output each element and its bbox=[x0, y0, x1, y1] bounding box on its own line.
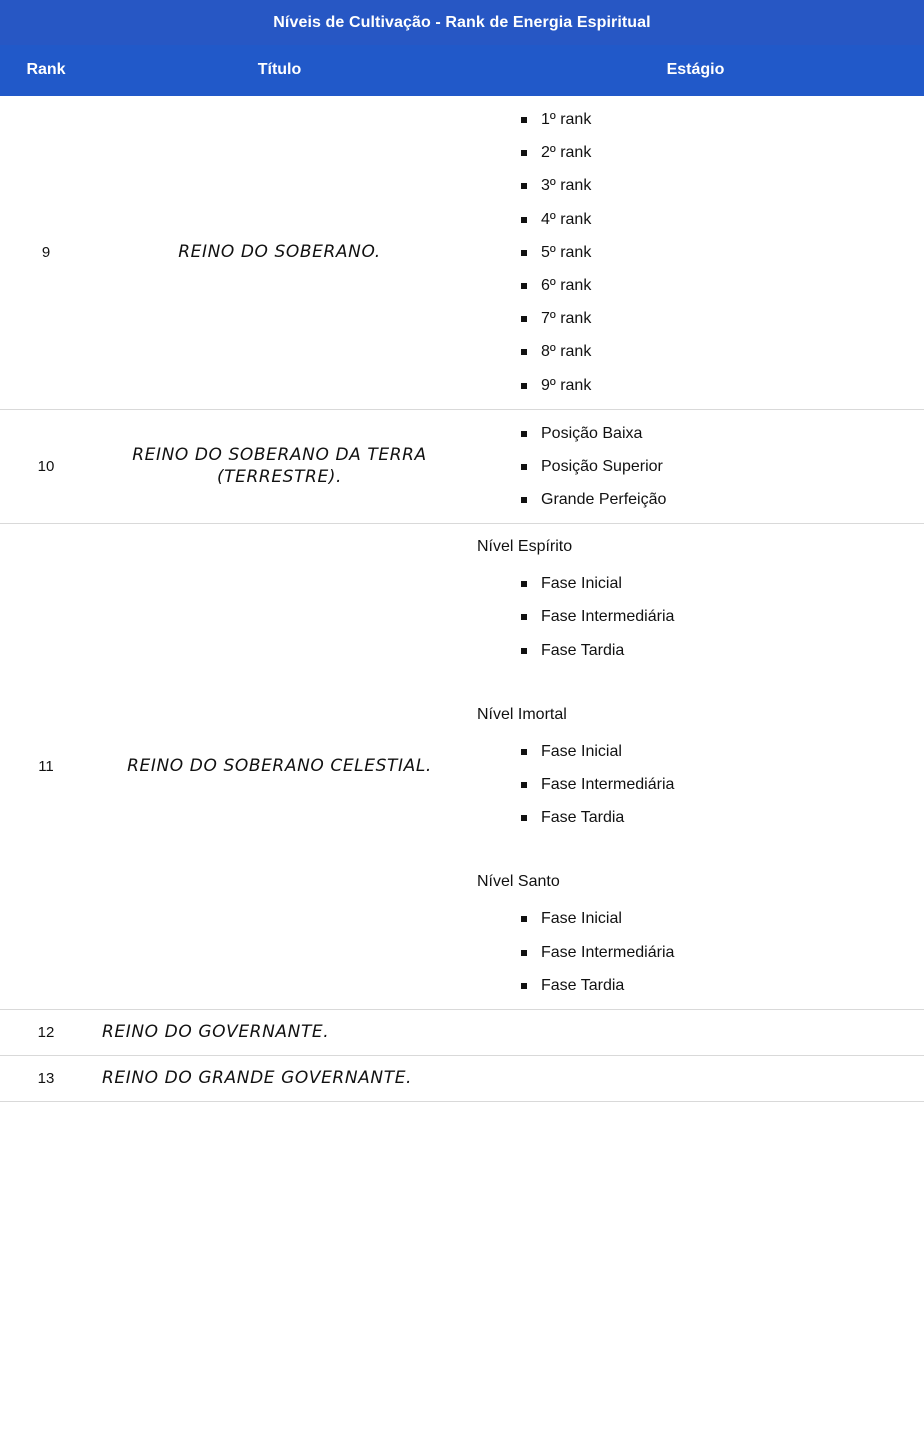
row-titulo: REINO DO GOVERNANTE. bbox=[102, 1021, 330, 1042]
table-header-row bbox=[0, 45, 924, 96]
row-estagio bbox=[467, 1010, 924, 1055]
stage-item: Grande Perfeição bbox=[521, 490, 916, 509]
stage-item: Posição Superior bbox=[521, 457, 916, 476]
stage-item: Fase Inicial bbox=[521, 574, 916, 593]
row-estagio bbox=[467, 1056, 924, 1101]
column-header-estagio: Estágio bbox=[666, 61, 725, 78]
row-rank: 13 bbox=[37, 1069, 55, 1087]
stage-group bbox=[475, 706, 916, 828]
stage-group-label: Nível Espírito bbox=[477, 538, 573, 556]
table-row bbox=[0, 96, 924, 410]
stage-item: 3º rank bbox=[521, 176, 916, 195]
stage-list bbox=[475, 909, 916, 995]
stage-item: Fase Intermediária bbox=[521, 607, 916, 626]
stage-item: Fase Tardia bbox=[521, 641, 916, 660]
table-title: Níveis de Cultivação - Rank de Energia Espiritual bbox=[0, 0, 924, 45]
row-rank: 12 bbox=[37, 1023, 55, 1041]
stage-item: 9º rank bbox=[521, 376, 916, 395]
stage-item: Posição Baixa bbox=[521, 424, 916, 443]
table-row bbox=[0, 524, 924, 1010]
stage-group-label: Nível Santo bbox=[477, 873, 560, 891]
stage-group bbox=[475, 538, 916, 660]
row-estagio bbox=[467, 524, 924, 1009]
row-estagio bbox=[467, 96, 924, 409]
stage-item: Fase Inicial bbox=[521, 909, 916, 928]
stage-item: Fase Tardia bbox=[521, 808, 916, 827]
row-estagio bbox=[467, 410, 924, 524]
stage-item: Fase Inicial bbox=[521, 742, 916, 761]
stage-list bbox=[475, 574, 916, 660]
stage-item: 2º rank bbox=[521, 143, 916, 162]
stage-item: 5º rank bbox=[521, 243, 916, 262]
table-row bbox=[0, 1056, 924, 1102]
row-titulo: REINO DO GRANDE GOVERNANTE. bbox=[102, 1067, 413, 1088]
row-rank: 10 bbox=[37, 457, 55, 475]
table-row bbox=[0, 410, 924, 525]
stage-item: Fase Intermediária bbox=[521, 775, 916, 794]
stage-item: Fase Tardia bbox=[521, 976, 916, 995]
row-titulo: REINO DO SOBERANO CELESTIAL. bbox=[127, 756, 432, 777]
stage-list bbox=[475, 110, 916, 395]
row-titulo: REINO DO SOBERANO DA TERRA (TERRESTRE). bbox=[132, 444, 427, 488]
column-header-rank: Rank bbox=[26, 61, 66, 78]
stage-item: 1º rank bbox=[521, 110, 916, 129]
stage-item: 7º rank bbox=[521, 309, 916, 328]
stage-item: 8º rank bbox=[521, 342, 916, 361]
table-row bbox=[0, 1010, 924, 1056]
stage-list bbox=[475, 742, 916, 828]
stage-group-label: Nível Imortal bbox=[477, 705, 567, 723]
row-rank: 9 bbox=[41, 243, 51, 261]
stage-item: 6º rank bbox=[521, 276, 916, 295]
stage-group bbox=[475, 873, 916, 995]
stage-item: Fase Intermediária bbox=[521, 943, 916, 962]
row-titulo: REINO DO SOBERANO. bbox=[178, 241, 381, 262]
row-rank: 11 bbox=[38, 758, 54, 776]
column-header-titulo: Título bbox=[257, 61, 302, 78]
stage-item: 4º rank bbox=[521, 210, 916, 229]
stage-list bbox=[475, 424, 916, 510]
